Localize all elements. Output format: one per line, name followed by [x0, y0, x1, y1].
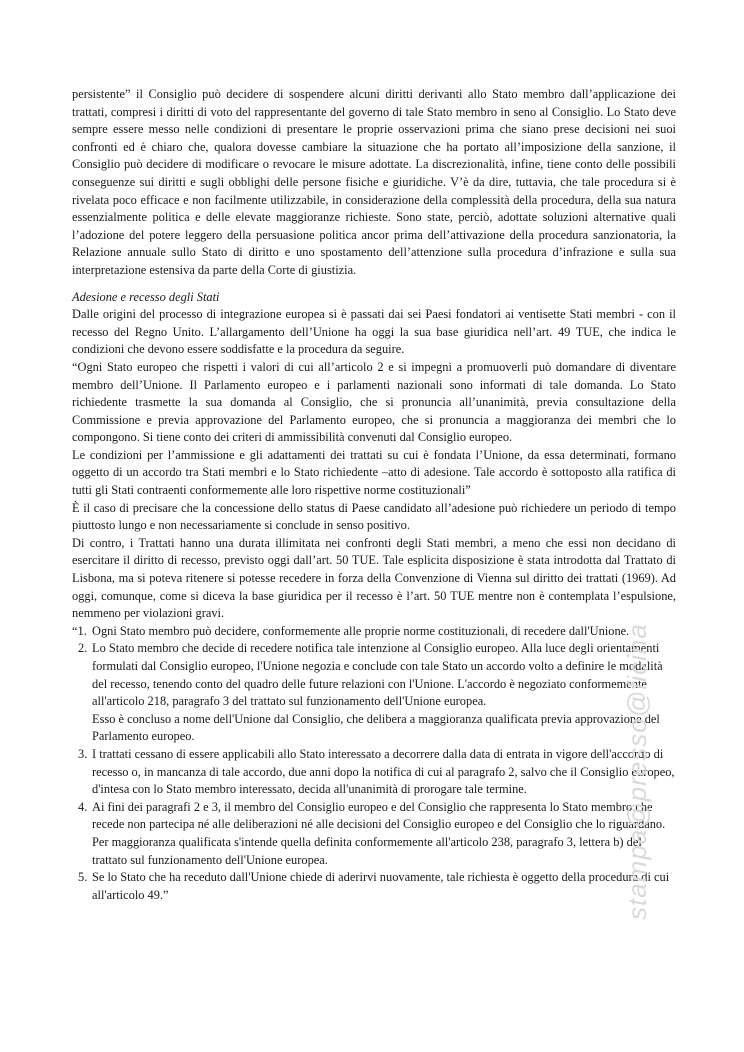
list-item: [72, 869, 676, 904]
list-item-text: I trattati cessano di essere applicabili allo Stato interessato a decorrere dalla data di entrata in vigore dell'accordo di recesso o, in mancanza di tale accordo, due anni dopo la notifica di cui al paragrafo 2, salvo che il Consiglio europeo, d'intesa con lo Stato membro interessato, decida all'unanimità di prorogare tale termine.: [92, 746, 675, 797]
document-page: [72, 86, 676, 904]
section-heading: Adesione e recesso degli Stati: [72, 289, 220, 304]
list-item-number: “1.: [72, 623, 87, 638]
list-item-number: 3.: [78, 746, 88, 761]
list-item-text: Ogni Stato membro può decidere, conformemente alle proprie norme costituzionali, di recedere dall'Unione.: [92, 623, 630, 638]
list-item-text: Se lo Stato che ha receduto dall'Unione chiede di aderirvi nuovamente, tale richiesta è oggetto della procedura di cui all'articolo 49.”: [92, 870, 670, 902]
list-item-number: 4.: [78, 799, 88, 814]
watermark: stampa@presso@ficina: [622, 623, 652, 920]
list-item-number: 5.: [78, 870, 88, 885]
body-paragraph: persistente” il Consiglio può decidere di sospendere alcuni diritti derivanti allo Stato membro dall’applicazione dei trattati, compresi i diritti di voto del rappresentante del governo di tale Stato membro in seno al Consiglio. Lo Stato deve sempre essere messo nelle condizioni di presentare le proprie osservazioni prima che siano prese decisioni nei suoi confronti ed è chiaro che, qualora dovesse cambiare la situazione che ha portato all’imposizione della sanzione, il Consiglio può decidere di modificare o revocare le misure adottate. La discrezionalità, infine, tiene conto delle possibili conseguenze sui diritti e sugli obblighi delle persone fisiche e giuridiche. V’è da dire, tuttavia, che tale procedura si è rivelata poco efficace e non facilmente utilizzabile, in considerazione della complessità della procedura, della sua natura essenzialmente politica e delle elevate maggioranze richieste. Sono state, perciò, adottate soluzioni alternative quali l’adozione del potere leggero della persuasione politica ancor prima dell’attivazione della procedura sanzionatoria, la Relazione annuale sullo Stato di diritto e uno spostamento dell’attenzione sulla procedura d’infrazione e sulla sua interpretazione estensiva da parte della Corte di giustizia.: [72, 87, 676, 277]
list-item: [72, 746, 676, 799]
list-item-subparagraph: Esso è concluso a nome dell'Unione dal Consiglio, che delibera a maggioranza qualificata previa approvazione del Parlamento europeo.: [92, 711, 660, 744]
list-item-text: Ai fini dei paragrafi 2 e 3, il membro del Consiglio europeo e del Consiglio che rappresenta lo Stato membro che recede non partecipa né alle deliberazioni né alle decisioni del Consiglio europeo e del Consiglio che lo riguardano. Per maggioranza qualificata s'intende quella definita conformemente all'articolo 238, paragrafo 3, lettera b) del trattato sul funzionamento dell'Unione europea.: [92, 799, 666, 867]
article-50-list: [72, 623, 676, 905]
list-item-text: Lo Stato membro che decide di recedere notifica tale intenzione al Consiglio europeo. Alla luce degli orientamenti formulati dal Consiglio europeo, l'Unione negozia e conclude con tale Stato un accordo volto a definire le modalità del recesso, tenendo conto del quadro delle future relazioni con l'Unione. L'accordo è negoziato conformemente all'articolo 218, paragrafo 3 del trattato sul funzionamento dell'Unione europea.: [92, 641, 663, 709]
body-paragraph: È il caso di precisare che la concessione dello status di Paese candidato all’adesione può richiedere un periodo di tempo piuttosto lungo e non necessariamente si conclude in senso positivo.: [72, 500, 676, 533]
list-item: [72, 640, 676, 746]
list-item-number: 2.: [78, 641, 88, 656]
quoted-article-49-continued: Le condizioni per l’ammissione e gli adattamenti dei trattati su cui è fondata l’Unione, da essa determinati, formano oggetto di un accordo tra Stati membri e lo Stato richiedente –atto di adesione. Tale accordo è sottoposto alla ratifica di tutti gli Stati contraenti conformemente alle loro rispettive norme costituzionali”: [72, 447, 676, 498]
body-paragraph: Di contro, i Trattati hanno una durata illimitata nei confronti degli Stati membri, a meno che essi non decidano di esercitare il diritto di recesso, previsto oggi dall’art. 50 TUE. Tale esplicita disposizione è stata introdotta dal Trattato di Lisbona, ma si poteva ritenere si potesse recedere in forza della Convenzione di Vienna sul diritto dei trattati (1969). Ad oggi, comunque, come si diceva la base giuridica per il recesso è l’art. 50 TUE mentre non è contemplata l’espulsione, nemmeno per violazioni gravi.: [72, 535, 676, 621]
quoted-article-49: “Ogni Stato europeo che rispetti i valori di cui all’articolo 2 e si impegni a promuoverli può domandare di diventare membro dell’Unione. Il Parlamento europeo e i parlamenti nazionali sono informati di tale domanda. Lo Stato richiedente trasmette la sua domanda al Consiglio, che si pronuncia all’unanimità, previa consultazione della Commissione e previa approvazione del Parlamento europeo, che si pronuncia a maggioranza dei membri che lo compongono. Si tiene conto dei criteri di ammissibilità convenuti dal Consiglio europeo.: [72, 359, 676, 445]
list-item: [72, 623, 676, 641]
body-paragraph: Dalle origini del processo di integrazione europea si è passati dai sei Paesi fondatori ai ventisette Stati membri - con il recesso del Regno Unito. L’allargamento dell’Unione ha oggi la sua base giuridica nell’art. 49 TUE, che indica le condizioni che devono essere soddisfatte e la procedura da seguire.: [72, 307, 676, 357]
list-item: [72, 799, 676, 869]
